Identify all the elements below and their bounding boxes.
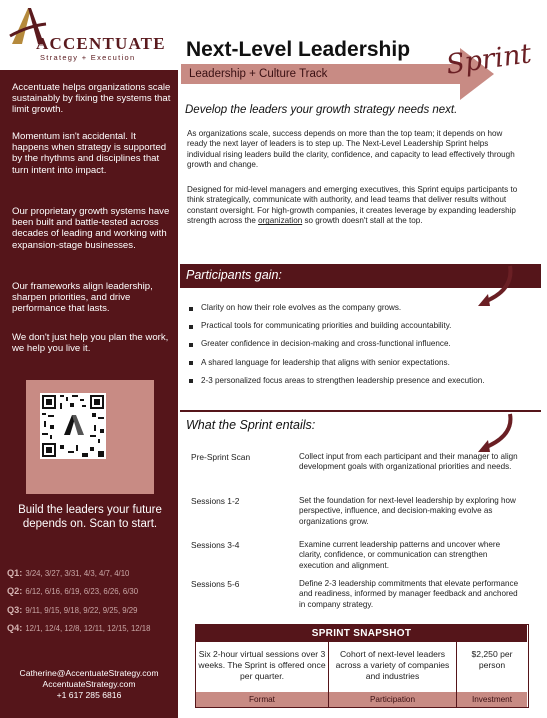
snapshot-label-investment: Investment (457, 692, 527, 707)
sidebar (0, 0, 178, 718)
divider (456, 642, 457, 707)
snapshot-label-participation: Participation (329, 692, 456, 707)
qr-code[interactable] (40, 393, 106, 459)
entails-title: What the Sprint entails: (186, 418, 316, 432)
intro-paragraph-1: As organizations scale, success depends on more than the top team; it depends on how ready the next layer of leaders is to step up. The Next-Level Leadership Sprint helps individual rising leaders build the clarity, confidence, and capacity to lead effectively through growth and change. (187, 129, 515, 170)
sprint-snapshot (195, 624, 529, 708)
sidebar-paragraph-5: We don't just help you plan the work, we help you live it. (12, 332, 169, 355)
brand-tagline: Strategy + Execution (40, 53, 136, 62)
sidebar-paragraph-2: Momentum isn't accidental. It happens when strategy is supported by the rhythms and disciplines that turn intent into impact. (12, 131, 167, 176)
sidebar-paragraph-1: Accentuate helps organizations scale sustainably by fixing the systems that limit growth. (12, 82, 171, 116)
quarter-row: Q4: 12/1, 12/4, 12/8, 12/11, 12/15, 12/18 (7, 622, 151, 633)
quarter-dates (7, 568, 177, 641)
list-item: A shared language for leadership that aligns with senior expectations. (187, 358, 522, 368)
snapshot-participation: Cohort of next-level leaders across a variety of companies and industries (335, 649, 450, 681)
session-label: Sessions 1-2 (191, 496, 240, 506)
contact-block (0, 668, 178, 701)
brand-logo (0, 0, 178, 70)
sidebar-paragraph-3: Our proprietary growth systems have been built and battle-tested across decades of leading and working with expansion-stage businesses. (12, 206, 170, 251)
list-item: Clarity on how their role evolves as the company grows. (187, 303, 522, 313)
contact-website[interactable]: AccentuateStrategy.com (42, 679, 136, 689)
intro-subtitle: Develop the leaders your growth strategy needs next. (185, 104, 458, 116)
session-label: Sessions 3-4 (191, 540, 240, 550)
page-title: Next-Level Leadership (185, 38, 411, 61)
sprint-script: Sprint (444, 38, 534, 81)
brand-name: ACCENTUATE (36, 34, 166, 53)
snapshot-title: SPRINT SNAPSHOT (196, 625, 527, 642)
intro-paragraph-2: Designed for mid-level managers and emerging executives, this Sprint equips participants to think strategically, communicate with authority, and lead teams that deliver results without constant oversight. For high-growth companies, it creates leverage by expanding leadership strength across the organization so growth doesn't stall at the top. (187, 185, 518, 226)
snapshot-label-format: Format (196, 692, 328, 707)
qr-code-icon (40, 393, 106, 459)
session-label: Pre-Sprint Scan (191, 452, 251, 462)
quarter-row: Q3: 9/11, 9/15, 9/18, 9/22, 9/25, 9/29 (7, 604, 138, 615)
quarter-row: Q2: 6/12, 6/16, 6/19, 6/23, 6/26, 6/30 (7, 586, 139, 597)
session-description: Define 2-3 leadership commitments that elevate performance and readiness, informed by manager feedback and anchored in company strategy. (299, 579, 519, 609)
divider (328, 642, 329, 707)
scan-cta: Build the leaders your future depends on. Scan to start. (18, 504, 162, 530)
snapshot-investment: $2,250 per person (471, 649, 513, 670)
contact-phone[interactable]: +1 617 285 6816 (56, 690, 122, 700)
list-item: Practical tools for communicating priorities and building accountability. (187, 321, 522, 331)
snapshot-format: Six 2-hour virtual sessions over 3 weeks. The Sprint is offered once per quarter. (198, 649, 326, 681)
curved-arrow-icon (470, 410, 520, 456)
session-label: Sessions 5-6 (191, 579, 240, 589)
sidebar-paragraph-4: Our frameworks align leadership, sharpen priorities, and drive performance that lasts. (12, 281, 153, 315)
participants-list (187, 303, 522, 394)
quarter-row: Q1: 3/24, 3/27, 3/31, 4/3, 4/7, 4/10 (7, 568, 130, 578)
participants-title: Participants gain: (186, 268, 282, 282)
list-item: Greater confidence in decision-making and cross-functional influence. (187, 339, 522, 349)
contact-email[interactable]: Catherine@AccentuateStrategy.com (19, 668, 159, 678)
track-label: Leadership + Culture Track (189, 68, 328, 80)
session-description: Set the foundation for next-level leadership by exploring how perspective, influence, and decision-making evolve as organizations grow. (299, 496, 516, 526)
list-item: 2-3 personalized focus areas to strengthen leadership presence and execution. (187, 376, 522, 386)
session-description: Collect input from each participant and their manager to align development goals with organizational priorities and needs. (299, 452, 518, 472)
session-description: Examine current leadership patterns and uncover where clarity, confidence, or communication can strengthen execution and alignment. (299, 540, 501, 570)
organization-link[interactable]: organization (258, 216, 303, 226)
